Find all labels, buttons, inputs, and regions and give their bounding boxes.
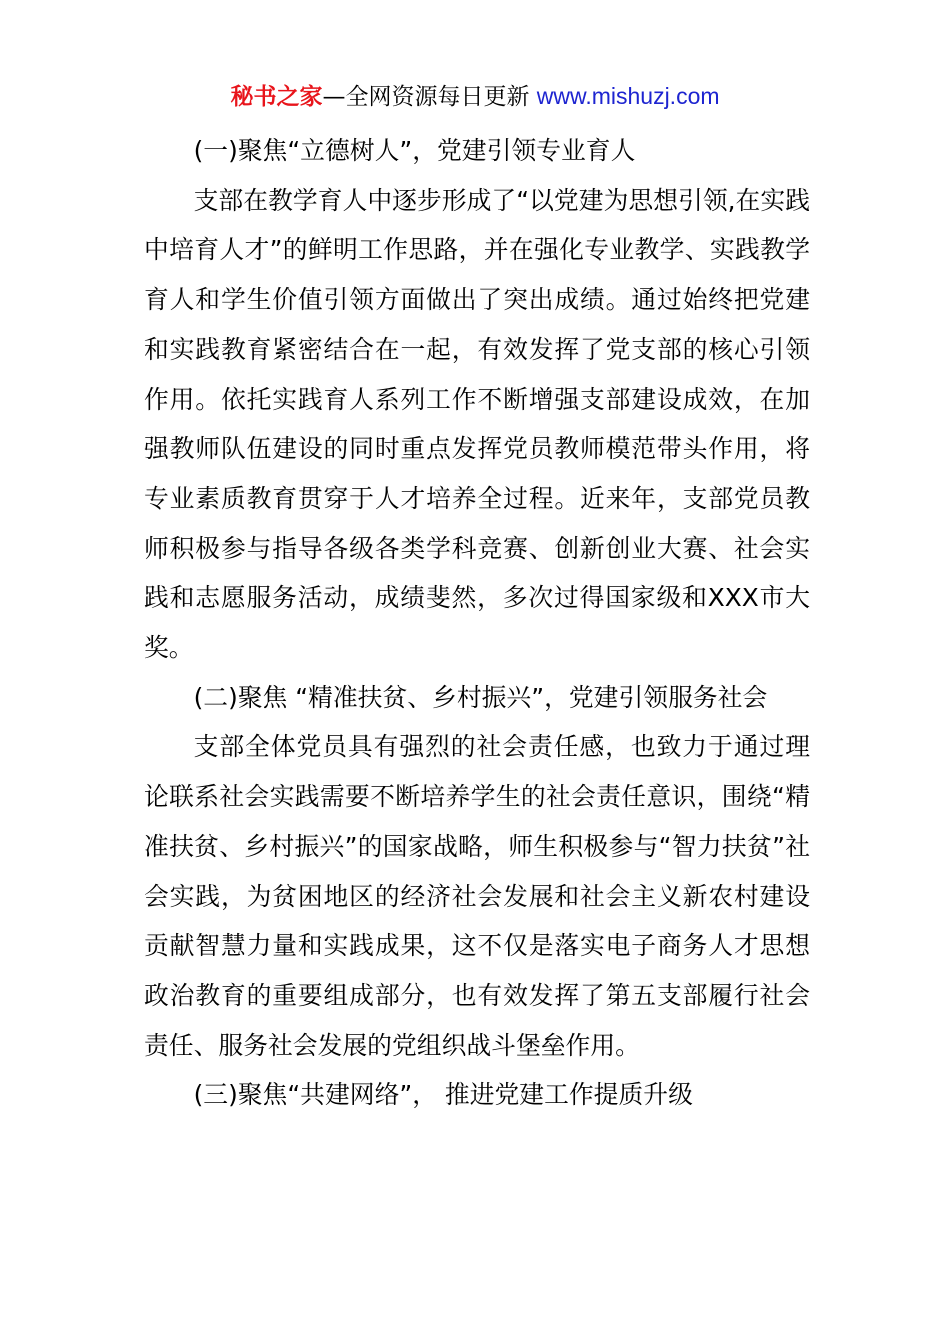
body-paragraph-1: 支部在教学育人中逐步形成了“以党建为思想引领,在实践中培育人才”的鲜明工作思路，并在强化专业教学、实践教学育人和学生价值引领方面做出了突出成绩。通过始终把党建和实践教育紧密结合在一起，有效发挥了党支部的核心引领作用。依托实践育人系列工作不断增强支部建设成效，在加强教师队伍建设的同时重点发挥党员教师模范带头作用，将专业素质教育贯穿于人才培养全过程。近来年，支部党员教师积极参与指导各级各类学科竞赛、创新创业大赛、社会实践和志愿服务活动，成绩斐然，多次过得国家级和XXX市大奖。: [144, 185, 810, 663]
page-header: [0, 80, 950, 113]
header-site-url[interactable]: www.mishuzj.com: [536, 83, 720, 109]
section-heading-3: (三)聚焦“共建网络”， 推进党建工作提质升级: [193, 1080, 693, 1110]
body-paragraph-2: 支部全体党员具有强烈的社会责任感，也致力于通过理论联系社会实践需要不断培养学生的社会责任意识，围绕“精准扶贫、乡村振兴”的国家战略，师生积极参与“智力扶贫”社会实践，为贫困地区的经济社会发展和社会主义新农村建设贡献智慧力量和实践成果，这不仅是落实电子商务人才思想政治教育的重要组成部分，也有效发挥了第五支部履行社会责任、服务社会发展的党组织战斗堡垒作用。: [144, 732, 810, 1060]
section-heading-1: (一)聚焦“立德树人”，党建引领专业育人: [193, 136, 636, 165]
header-tagline: —全网资源每日更新: [322, 84, 537, 110]
section-heading-2: (二)聚焦 “精准扶贫、乡村振兴”，党建引领服务社会: [193, 682, 768, 712]
header-brand: 秘书之家: [230, 84, 323, 110]
document-body: [144, 126, 810, 1120]
